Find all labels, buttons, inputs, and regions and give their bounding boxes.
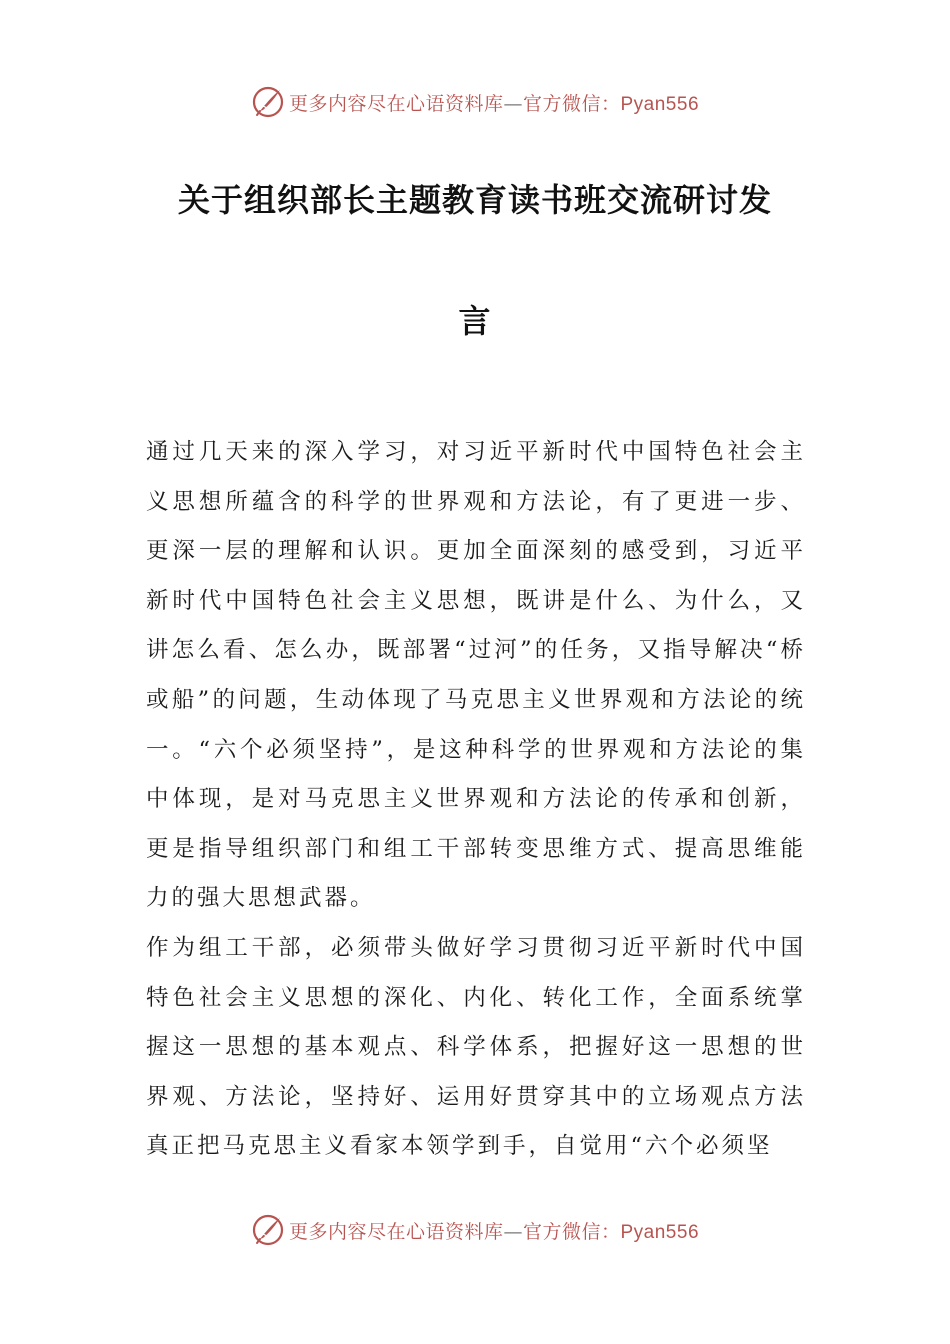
document-body [146, 428, 806, 1172]
quill-pen-logo-icon [251, 1213, 285, 1247]
document-title-line2: 言 [458, 302, 492, 340]
quill-pen-logo-icon [251, 85, 285, 119]
body-paragraph-2: 作为组工干部，必须带头做好学习贯彻习近平新时代中国特色社会主义思想的深化、内化、转化工作，全面系统掌握这一思想的基本观点、科学体系，把握好这一思想的世界观、方法论，坚持好、运用好贯穿其中的立场观点方法真正把马克思主义看家本领学到手，自觉用“六个必须坚 [146, 934, 806, 1160]
body-paragraph-1: 通过几天来的深入学习，对习近平新时代中国特色社会主义思想所蕴含的科学的世界观和方法论，有了更进一步、更深一层的理解和认识。更加全面深刻的感受到，习近平新时代中国特色社会主义思想，既讲是什么、为什么，又讲怎么看、怎么办，既部署“过河”的任务，又指导解决“桥或船”的问题，生动体现了马克思主义世界观和方法论的统一。“六个必须坚持”，是这种科学的世界观和方法论的集中体现，是对马克思主义世界观和方法论的传承和创新，更是指导组织部门和组工干部转变思维方式、提高思维能力的强大思想武器。 [146, 439, 806, 912]
watermark-text: 更多内容尽在心语资料库—官方微信：Pyan556 [288, 92, 700, 115]
watermark-text: 更多内容尽在心语资料库—官方微信：Pyan556 [288, 1220, 700, 1243]
footer-watermark-banner [0, 1210, 950, 1250]
header-watermark-banner [0, 82, 950, 122]
document-title-line1: 关于组织部长主题教育读书班交流研讨发 [177, 181, 772, 219]
